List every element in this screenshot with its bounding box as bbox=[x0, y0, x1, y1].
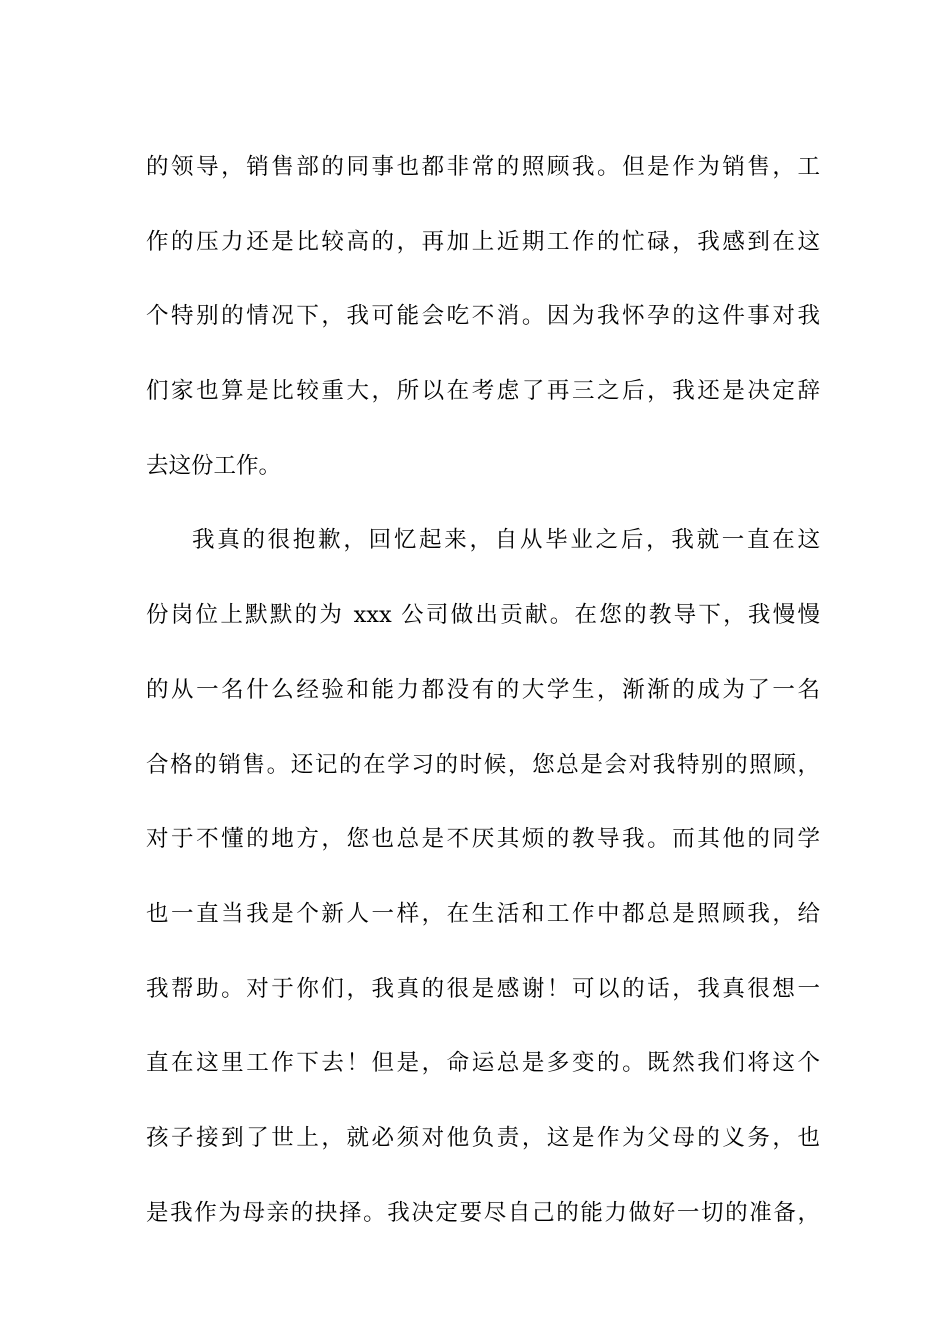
text-line: 合格的销售。还记的在学习的时候，您总是会对我特别的照顾， bbox=[146, 751, 820, 778]
text-line: 们家也算是比较重大，所以在考虑了再三之后，我还是决定辞 bbox=[146, 378, 820, 405]
text-line: 份岗位上默默的为 xxx 公司做出贡献。在您的教导下，我慢慢 bbox=[146, 602, 820, 629]
text-line: 作的压力还是比较高的，再加上近期工作的忙碌，我感到在这 bbox=[146, 228, 820, 255]
body-text bbox=[146, 130, 820, 1250]
text-line: 去这份工作。 bbox=[146, 452, 282, 479]
text-line: 也一直当我是个新人一样，在生活和工作中都总是照顾我，给 bbox=[146, 900, 820, 927]
text-line: 是我作为母亲的抉择。我决定要尽自己的能力做好一切的准备， bbox=[146, 1199, 820, 1226]
text-line: 我帮助。对于你们，我真的很是感谢！可以的话，我真很想一 bbox=[146, 975, 820, 1002]
text-line: 对于不懂的地方，您也总是不厌其烦的教导我。而其他的同学 bbox=[146, 826, 820, 853]
text-line: 的从一名什么经验和能力都没有的大学生，渐渐的成为了一名 bbox=[146, 676, 820, 703]
text-line: 的领导，销售部的同事也都非常的照顾我。但是作为销售，工 bbox=[146, 154, 820, 180]
text-line: 个特别的情况下，我可能会吃不消。因为我怀孕的这件事对我 bbox=[146, 303, 820, 330]
text-line: 我真的很抱歉，回忆起来，自从毕业之后，我就一直在这 bbox=[192, 527, 820, 554]
text-line: 直在这里工作下去！但是，命运总是多变的。既然我们将这个 bbox=[146, 1050, 820, 1077]
text-line: 孩子接到了世上，就必须对他负责，这是作为父母的义务，也 bbox=[146, 1124, 820, 1151]
